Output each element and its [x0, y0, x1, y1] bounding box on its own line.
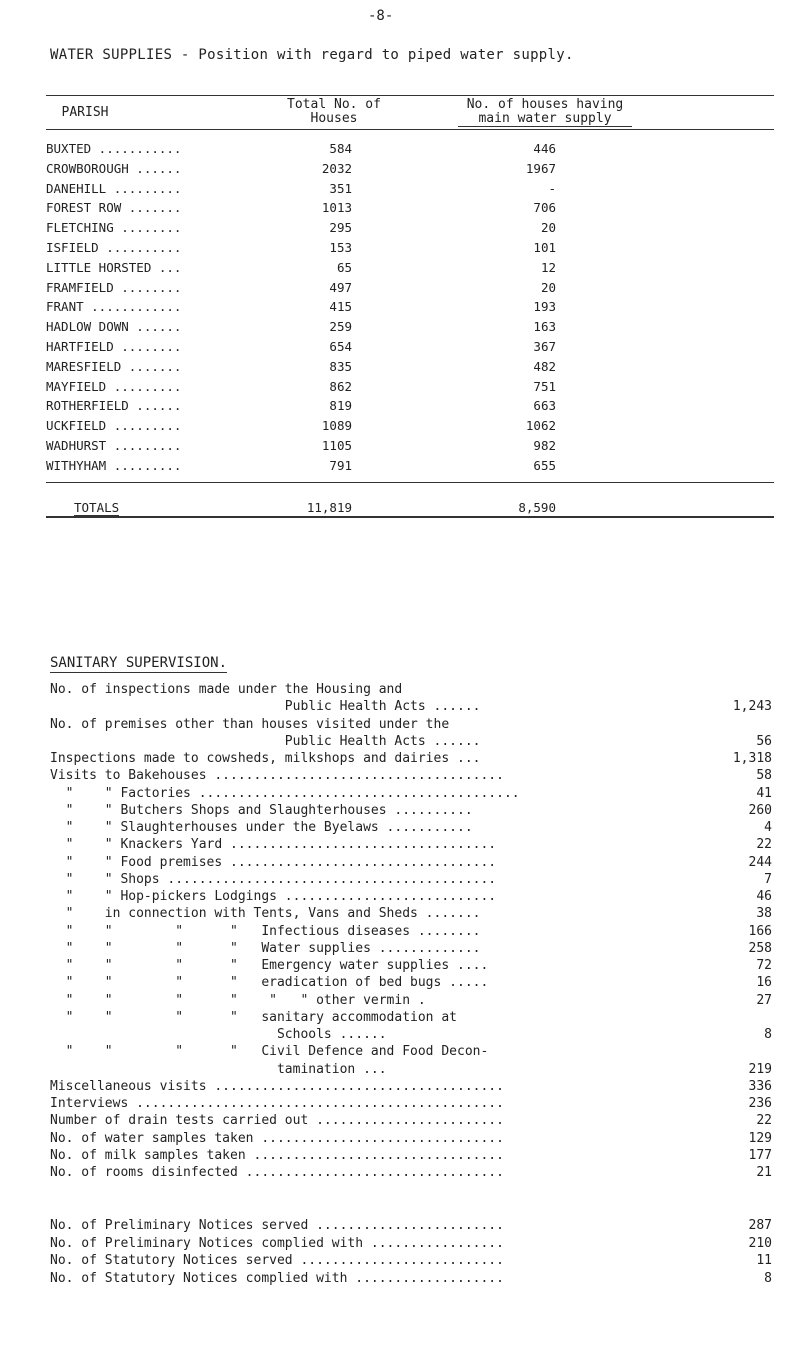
main-supply-cell: 367 [533, 339, 556, 354]
sanitary-line-text: Interviews ............................................... [50, 1096, 504, 1111]
sanitary-line-text: tamination ... [50, 1061, 387, 1077]
parish-cell: FLETCHING ........ [46, 220, 182, 236]
sanitary-line-value: 129 [748, 1130, 772, 1146]
sanitary-line-text: " " Shops .......................................... [50, 871, 497, 887]
parish-cell: WADHURST ......... [46, 438, 182, 453]
table-row [46, 200, 774, 216]
sanitary-line-text: " " " " sanitary accommodation at [50, 1009, 457, 1025]
table-row [46, 299, 774, 315]
table-bottom-rule [46, 516, 774, 518]
parish-cell: ROTHERFIELD ...... [46, 398, 182, 414]
sanitary-line-text: No. of milk samples taken ................................ [50, 1147, 504, 1163]
parish-cell: HARTFIELD ........ [46, 339, 182, 354]
main-supply-cell: 1967 [525, 160, 556, 176]
total-cell: 584 [329, 141, 352, 156]
total-cell: 791 [329, 457, 352, 473]
notice-line-value: 287 [748, 1218, 772, 1233]
sanitary-line-text: " " Knackers Yard .................................. [50, 837, 497, 853]
main-supply-cell: 193 [533, 299, 556, 315]
table-row [46, 438, 774, 454]
totals-main: 8,590 [518, 500, 556, 515]
total-cell: 351 [329, 180, 352, 196]
table-row [46, 260, 774, 276]
main-supply-cell: 706 [533, 200, 556, 216]
main-supply-cell: 20 [540, 279, 556, 295]
totals-top-rule [46, 482, 774, 483]
main-supply-cell: 163 [533, 319, 556, 335]
sanitary-line-text: Miscellaneous visits ..................................... [50, 1078, 504, 1094]
main-supply-cell: 655 [533, 457, 556, 473]
parish-cell: DANEHILL ......... [46, 180, 182, 196]
col-header-main-line1: No. of houses having [466, 97, 624, 112]
sanitary-line-value: 41 [756, 785, 772, 801]
parish-cell: BUXTED ........... [46, 141, 182, 156]
table-row [46, 339, 774, 355]
sanitary-line-value: 22 [756, 837, 772, 853]
sanitary-line-value: 1,243 [732, 699, 772, 715]
main-supply-cell: 20 [540, 220, 556, 236]
parish-cell: FRAMFIELD ........ [46, 279, 182, 295]
parish-cell: FOREST ROW ....... [46, 200, 182, 216]
sanitary-line-text: No. of rooms disinfected ................................. [50, 1165, 504, 1180]
sanitary-line-value: 260 [748, 802, 772, 818]
main-supply-cell: 12 [540, 259, 556, 275]
main-supply-cell: 982 [533, 438, 556, 453]
sanitary-line-value: 336 [748, 1078, 772, 1094]
sanitary-line-value: 21 [756, 1165, 772, 1180]
sanitary-line-value: 4 [764, 820, 772, 835]
sanitary-line-value: 56 [756, 733, 772, 749]
sanitary-line-text: " " " " eradication of bed bugs ..... [50, 975, 489, 991]
sanitary-line-value: 244 [748, 854, 772, 870]
sanitary-line-value: 177 [748, 1147, 772, 1163]
col-header-parish: PARISH [61, 105, 109, 120]
sanitary-line-text: No. of premises other than houses visited under the [50, 716, 450, 732]
total-cell: 1105 [321, 438, 352, 453]
sanitary-line-text: Schools ...... [50, 1027, 387, 1042]
sanitary-section-title: SANITARY SUPERVISION. [50, 655, 228, 671]
total-cell: 415 [329, 299, 352, 315]
total-cell: 1013 [321, 200, 352, 216]
sanitary-line-value: 166 [748, 923, 772, 939]
sanitary-line-text: No. of inspections made under the Housing and [50, 682, 403, 697]
total-cell: 295 [329, 220, 352, 236]
sanitary-line-text: " " " " Infectious diseases ........ [50, 923, 481, 939]
total-cell: 1089 [321, 418, 352, 434]
total-cell: 835 [329, 358, 352, 374]
total-cell: 153 [329, 240, 352, 255]
total-cell: 259 [329, 319, 352, 335]
table-row [46, 280, 774, 296]
sanitary-line-text: " " " " Water supplies ............. [50, 940, 481, 956]
table-row [46, 418, 774, 434]
page-number: -8- [368, 8, 394, 24]
main-supply-cell: 663 [533, 398, 556, 414]
table-row [46, 161, 774, 177]
sanitary-line-value: 27 [756, 992, 772, 1008]
sanitary-line-text: Public Health Acts ...... [50, 699, 481, 715]
parish-cell: FRANT ............ [46, 299, 182, 315]
col-header-total-line1: Total No. of [287, 97, 381, 112]
sanitary-line-value: 72 [756, 958, 772, 973]
sanitary-line-value: 236 [748, 1096, 772, 1111]
sanitary-line-text: " " Factories ......................................... [50, 785, 520, 801]
parish-cell: MARESFIELD ....... [46, 358, 182, 374]
sanitary-line-text: " " Butchers Shops and Slaughterhouses .......... [50, 802, 473, 818]
table-row [46, 359, 774, 375]
main-supply-cell: 101 [533, 240, 556, 255]
table-row [46, 220, 774, 236]
sanitary-line-text: " " " " Emergency water supplies .... [50, 958, 489, 973]
main-supply-cell: - [548, 180, 556, 196]
sanitary-line-value: 258 [748, 940, 772, 956]
totals-label: TOTALS [74, 500, 120, 515]
sanitary-line-value: 46 [756, 889, 772, 904]
table-row [46, 141, 774, 157]
table-top-rule [46, 95, 774, 96]
parish-cell: UCKFIELD ......... [46, 418, 182, 434]
totals-row [46, 500, 774, 516]
total-cell: 862 [329, 378, 352, 394]
parish-cell: WITHYHAM ......... [46, 457, 182, 473]
totals-total: 11,819 [306, 500, 352, 515]
notice-line-text: No. of Statutory Notices complied with ................... [50, 1270, 504, 1286]
sanitary-line-value: 58 [756, 768, 772, 784]
sanitary-line-text: No. of water samples taken ............................... [50, 1130, 504, 1146]
sanitary-line-text: Public Health Acts ...... [50, 733, 481, 749]
sanitary-line-text: " " " " Civil Defence and Food Decon- [50, 1044, 489, 1060]
sanitary-line-value: 16 [756, 975, 772, 991]
table-row [46, 398, 774, 414]
notice-line-value: 11 [756, 1253, 772, 1268]
sanitary-line-text: " in connection with Tents, Vans and Sheds ....... [50, 906, 481, 922]
table-row [46, 319, 774, 335]
page-heading: WATER SUPPLIES - Position with regard to piped water supply. [50, 47, 574, 63]
col-header-total-line2: Houses [310, 111, 358, 126]
sanitary-line-text: " " Food premises .................................. [50, 854, 497, 870]
sanitary-line-value: 219 [748, 1061, 772, 1077]
total-cell: 819 [329, 398, 352, 414]
notice-line-value: 8 [764, 1270, 772, 1286]
notice-line-text: No. of Statutory Notices served .......................... [50, 1253, 504, 1268]
table-row [46, 458, 774, 474]
table-row [46, 379, 774, 395]
sanitary-line-text: " " Slaughterhouses under the Byelaws ........... [50, 820, 473, 835]
sanitary-line-value: 38 [756, 906, 772, 922]
main-supply-cell: 751 [533, 378, 556, 394]
col-header-main-line2: main water supply [458, 112, 632, 127]
total-cell: 497 [329, 279, 352, 295]
notice-line-text: No. of Preliminary Notices served ........................ [50, 1218, 504, 1233]
sanitary-line-text: " " Hop-pickers Lodgings ........................... [50, 889, 497, 904]
total-cell: 65 [336, 259, 352, 275]
parish-cell: LITTLE HORSTED ... [46, 259, 182, 275]
sanitary-line-value: 22 [756, 1113, 772, 1129]
main-supply-cell: 1062 [525, 418, 556, 434]
sanitary-line-value: 7 [764, 871, 772, 887]
sanitary-line-text: Visits to Bakehouses ..................................... [50, 768, 504, 784]
table-row [46, 181, 774, 197]
total-cell: 654 [329, 339, 352, 354]
sanitary-line-text: Inspections made to cowsheds, milkshops and dairies ... [50, 751, 481, 766]
notice-line-value: 210 [748, 1235, 772, 1251]
main-supply-cell: 446 [533, 141, 556, 156]
parish-cell: ISFIELD .......... [46, 240, 182, 255]
sanitary-line-value: 1,318 [732, 751, 772, 766]
total-cell: 2032 [321, 160, 352, 176]
sanitary-line-text: " " " " " " other vermin . [50, 992, 426, 1008]
parish-cell: CROWBOROUGH ...... [46, 160, 182, 176]
sanitary-line-text: Number of drain tests carried out ........................ [50, 1113, 504, 1129]
parish-cell: HADLOW DOWN ...... [46, 319, 182, 335]
header-bottom-rule [46, 129, 774, 130]
notice-line-text: No. of Preliminary Notices complied with ................. [50, 1235, 504, 1251]
table-row [46, 240, 774, 256]
sanitary-line-value: 8 [764, 1027, 772, 1042]
main-supply-cell: 482 [533, 358, 556, 374]
parish-cell: MAYFIELD ......... [46, 378, 182, 394]
